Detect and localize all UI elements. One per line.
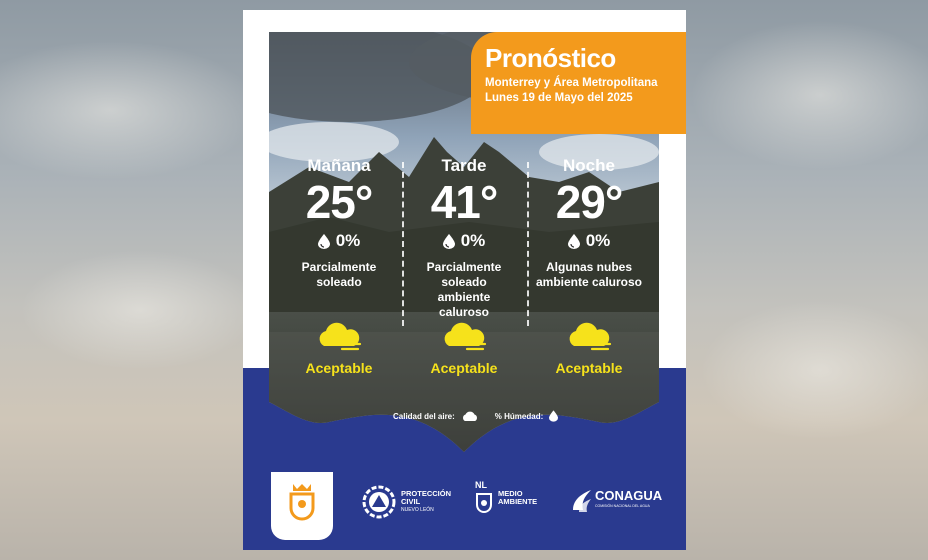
desc-line: caluroso: [438, 305, 489, 319]
rain-value: 0%: [335, 231, 361, 250]
shield-logo: [271, 472, 333, 540]
sky-cloud: [690, 20, 928, 170]
sky-cloud: [20, 250, 260, 370]
header-location: Monterrey y Área Metropolitana: [485, 77, 658, 89]
proteccion-civil-icon: [361, 484, 397, 520]
period-temp: 41°: [430, 176, 498, 228]
droplet-icon: [443, 234, 455, 249]
period-description: [277, 260, 401, 290]
logo-line: NUEVO LEÓN: [401, 507, 434, 513]
shield-logo-icon: [271, 472, 333, 540]
legend-humidity-label: % Húmedad:: [494, 411, 544, 421]
cloud-wind-icon: [314, 322, 364, 354]
desc-line: ambiente: [437, 290, 491, 304]
logo-line: AMBIENTE: [498, 497, 538, 506]
rain-chance: [527, 230, 651, 252]
forecast-poster: [243, 10, 686, 550]
desc-line: soleado: [441, 275, 487, 289]
desc-line: ambiente caluroso: [535, 275, 643, 289]
sky-cloud: [700, 300, 928, 440]
legend: [393, 410, 558, 422]
rain-chance: [402, 230, 526, 252]
period-description: [527, 260, 651, 290]
logos-footer: [243, 472, 686, 542]
cloud-icon: [461, 411, 479, 422]
rain-value: 0%: [460, 231, 486, 250]
sky-cloud: [0, 40, 260, 180]
period-temp: 29°: [555, 176, 623, 228]
period-name: Tarde: [441, 156, 487, 175]
air-quality-label: Aceptable: [555, 360, 623, 376]
rain-value: 0%: [585, 231, 611, 250]
header-title: Pronóstico: [485, 43, 616, 73]
air-quality-label: Aceptable: [430, 360, 498, 376]
droplet-icon: [318, 234, 330, 249]
logo-line: MEDIO: [498, 489, 523, 498]
period-name: Noche: [563, 156, 615, 175]
cloud-wind-icon: [439, 322, 489, 354]
proteccion-civil-text: [401, 490, 451, 514]
desc-line: Parcialmente: [426, 260, 502, 274]
logo-line: PROTECCIÓN: [401, 489, 452, 498]
logo-line: CIVIL: [401, 497, 421, 506]
rain-chance: [277, 230, 401, 252]
air-quality-label: Aceptable: [305, 360, 373, 376]
medio-ambiente-icon: [475, 492, 493, 514]
conagua-text: CONAGUA: [595, 488, 663, 503]
period-temp: 25°: [305, 176, 373, 228]
cloud-wind-icon: [564, 322, 614, 354]
air-quality-morning: [277, 322, 401, 376]
desc-line: Algunas nubes: [545, 260, 632, 274]
air-quality-afternoon: [402, 322, 526, 376]
period-night: [527, 156, 651, 290]
desc-line: soleado: [316, 275, 362, 289]
medio-ambiente-text: [498, 490, 537, 506]
desc-line: Parcialmente: [301, 260, 377, 274]
period-name: Mañana: [307, 156, 371, 175]
conagua-wave-icon: [569, 486, 595, 514]
air-quality-night: [527, 322, 651, 376]
header-date: Lunes 19 de Mayo del 2025: [485, 92, 633, 104]
legend-air-label: Calidad del aire:: [393, 411, 455, 421]
nl-label: NL: [475, 480, 487, 490]
period-afternoon: [402, 156, 526, 320]
period-morning: [277, 156, 401, 290]
droplet-icon: [549, 410, 558, 422]
droplet-icon: [568, 234, 580, 249]
header-box: [471, 32, 686, 134]
conagua-subtext: COMISIÓN NACIONAL DEL AGUA: [595, 504, 650, 508]
period-description: [402, 260, 526, 320]
